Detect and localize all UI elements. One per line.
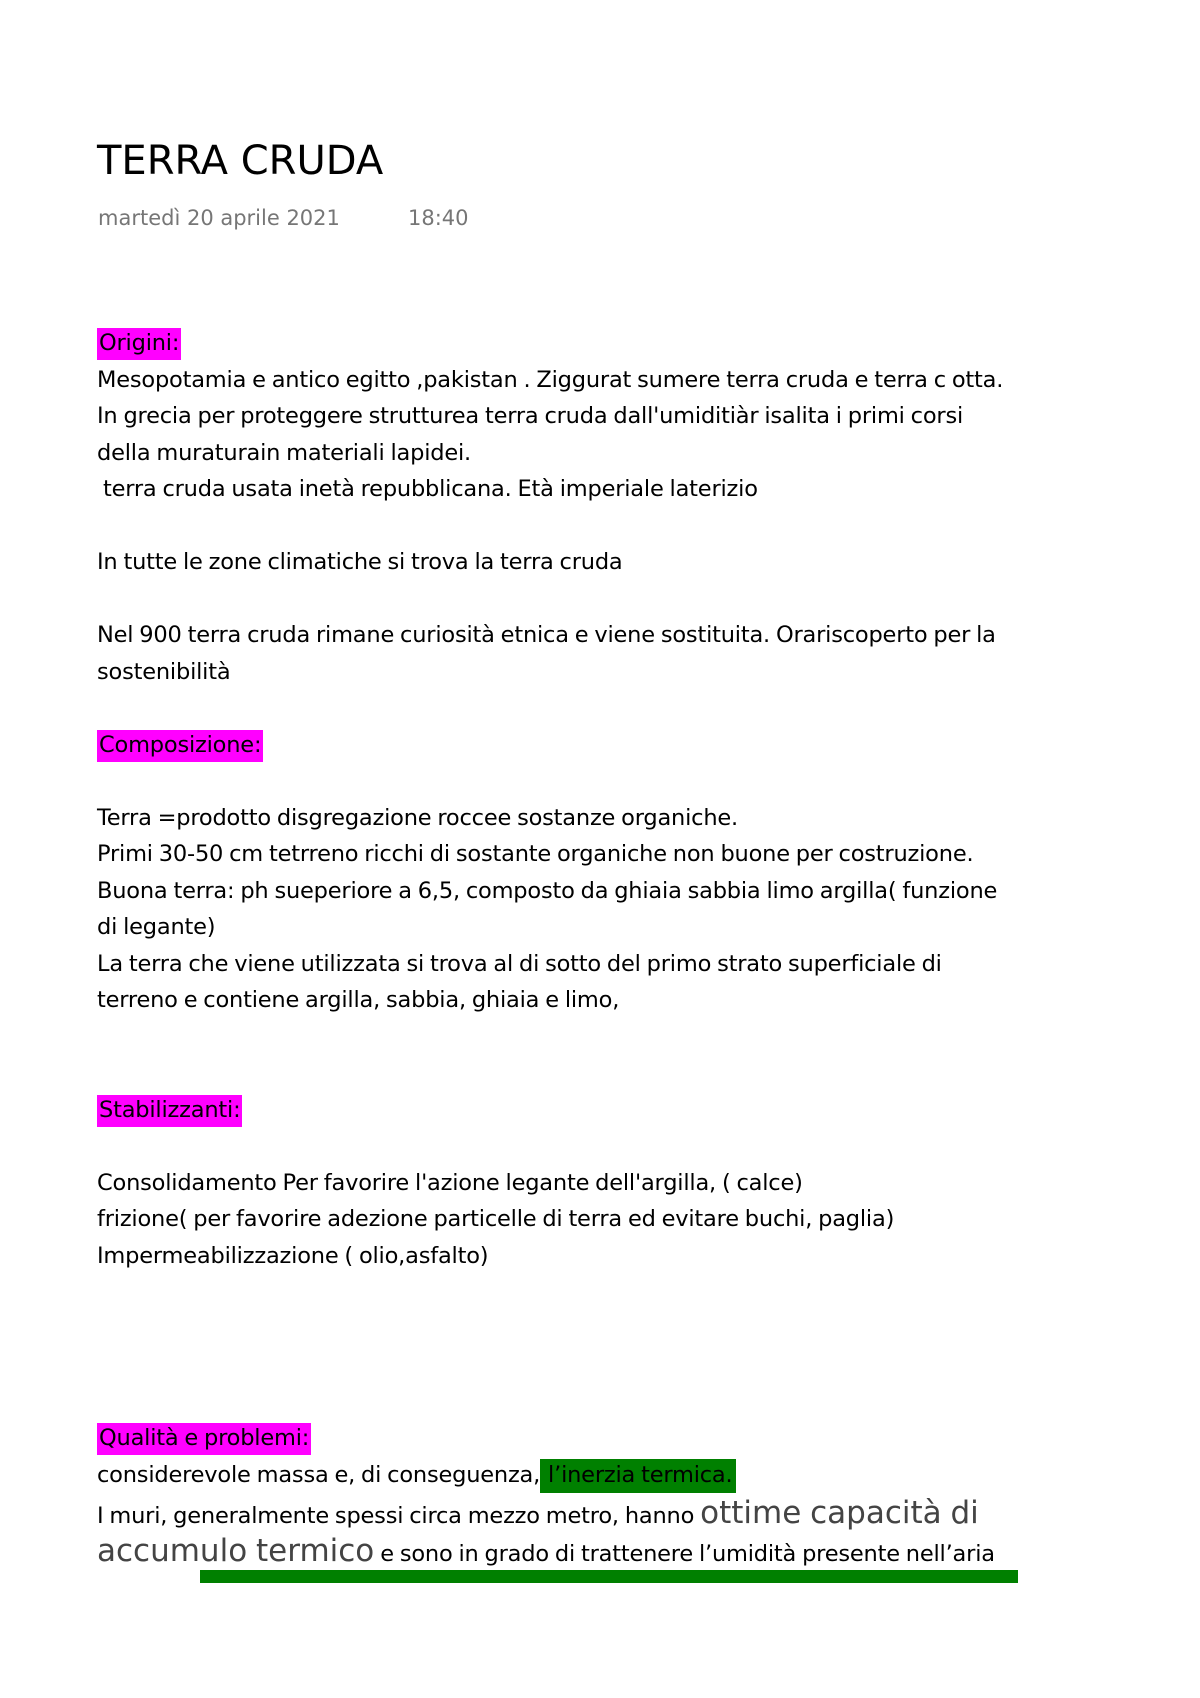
text-line: della muraturain materiali lapidei.: [97, 439, 471, 466]
note-datetime: [98, 206, 469, 230]
page-title: TERRA CRUDA: [97, 138, 384, 184]
section-heading-composizione: Composizione:: [97, 727, 1127, 764]
note-date: martedì 20 aprile 2021: [98, 206, 340, 230]
text-line: Consolidamento Per favorire l'azione legante dell'argilla, ( calce): [97, 1169, 803, 1196]
text-line: In grecia per proteggere strutturea terra cruda dall'umiditiàr isalita i primi corsi: [97, 403, 964, 429]
section-heading-stabilizzanti: Stabilizzanti:: [97, 1092, 1127, 1129]
text-line: Nel 900 terra cruda rimane curiosità etnica e viene sostituita. Orariscoperto per la: [97, 622, 996, 648]
text-line: I muri, generalmente spessi circa mezzo metro, hanno ottime capacità di: [97, 1495, 979, 1531]
cutoff-highlight: [200, 1570, 1018, 1583]
section-heading-qualita: Qualità e problemi:: [97, 1420, 1127, 1457]
text-line: Primi 30-50 cm tetrreno ricchi di sostante organiche non buone per costruzione.: [97, 841, 974, 867]
text-line: accumulo termico e sono in grado di trattenere l’umidità presente nell’aria: [97, 1533, 995, 1569]
text-line: considerevole massa e, di conseguenza, l’inerzia termica.: [97, 1457, 1127, 1494]
page-cutoff: [0, 1584, 1200, 1698]
text-line: Mesopotamia e antico egitto ,pakistan . Ziggurat sumere terra cruda e terra c otta.: [97, 366, 1004, 393]
text-line: frizione( per favorire adezione particelle di terra ed evitare buchi, paglia): [97, 1206, 895, 1232]
text-line: sostenibilità: [97, 658, 231, 685]
text-line: terreno e contiene argilla, sabbia, ghiaia e limo,: [97, 987, 620, 1013]
text-line: di legante): [97, 914, 216, 940]
text-line: Impermeabilizzazione ( olio,asfalto): [97, 1242, 489, 1269]
text-line: La terra che viene utilizzata si trova al di sotto del primo strato superficiale di: [97, 950, 942, 977]
highlight-inerzia: l’inerzia termica.: [540, 1459, 736, 1493]
text-line: Buona terra: ph sueperiore a 6,5, composto da ghiaia sabbia limo argilla( funzione: [97, 877, 998, 904]
emphasis-text: accumulo termico: [97, 1533, 375, 1569]
text-line: terra cruda usata inetà repubblicana. Età imperiale laterizio: [97, 476, 758, 502]
text-line: Terra =prodotto disgregazione roccee sostanze organiche.: [97, 804, 738, 831]
section-heading-origini: Origini:: [97, 325, 1127, 362]
text-line: In tutte le zone climatiche si trova la terra cruda: [97, 549, 623, 575]
note-time: 18:40: [408, 206, 469, 230]
note-body: [97, 325, 1127, 1569]
emphasis-text: ottime capacità di: [700, 1495, 979, 1531]
